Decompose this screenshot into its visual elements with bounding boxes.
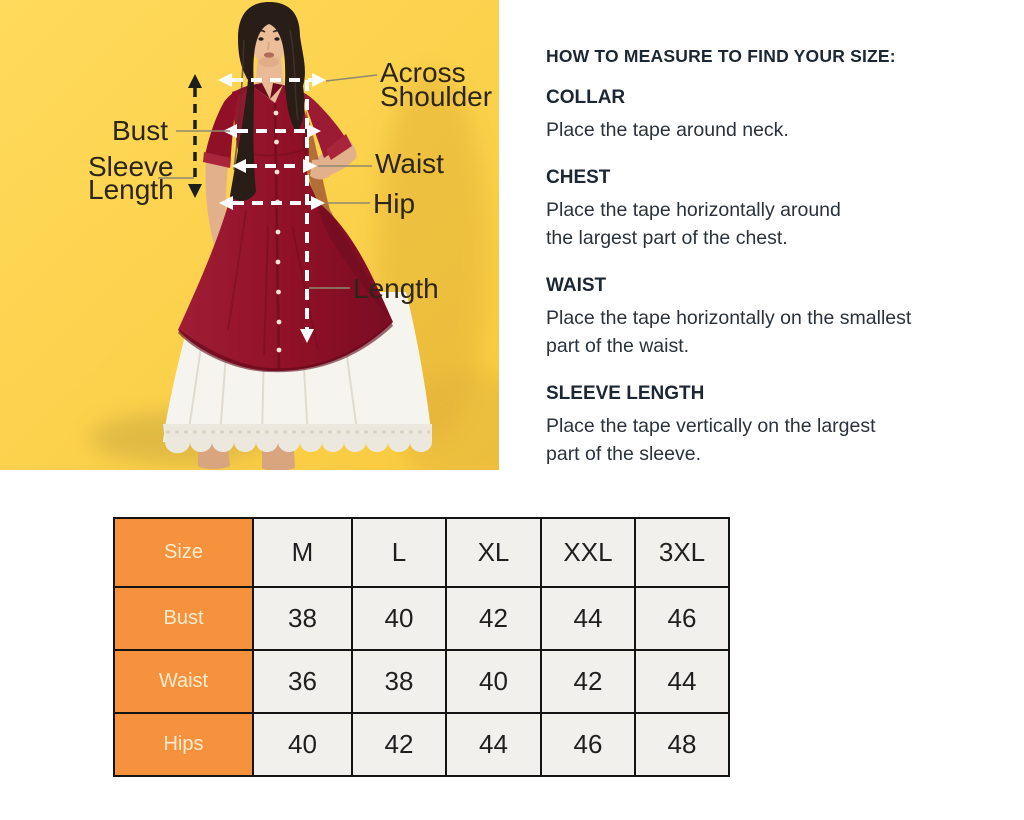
- chest-text-line1: Place the tape horizontally around: [546, 199, 841, 221]
- instruction-section-chest: [546, 168, 966, 252]
- hips-value-3xl: 48: [635, 713, 729, 776]
- bust-value-3xl: 46: [635, 587, 729, 650]
- waist-heading: WAIST: [546, 275, 607, 296]
- measurement-diagram-panel: [0, 0, 499, 470]
- size-xxl-cell: XXL: [541, 518, 635, 587]
- waist-label: Waist: [375, 148, 444, 179]
- bust-value-l: 40: [352, 587, 446, 650]
- instruction-section-sleeve-length: [546, 384, 966, 468]
- size-3xl-cell: 3XL: [635, 518, 729, 587]
- collar-text-line1: Place the tape around neck.: [546, 119, 789, 141]
- size-l-cell: L: [352, 518, 446, 587]
- size-header-cell: Size: [114, 518, 253, 587]
- sleeve-length-heading: SLEEVE LENGTH: [546, 383, 705, 404]
- bust-value-xxl: 44: [541, 587, 635, 650]
- how-to-measure-instructions: [546, 46, 966, 492]
- waist-value-m: 36: [253, 650, 352, 713]
- bust-value-xl: 42: [446, 587, 541, 650]
- waist-row: [114, 650, 729, 713]
- hips-row: [114, 713, 729, 776]
- hips-value-m: 40: [253, 713, 352, 776]
- waist-value-xxl: 42: [541, 650, 635, 713]
- size-m-cell: M: [253, 518, 352, 587]
- instruction-section-collar: [546, 88, 966, 144]
- sleeve-length-text-line2: part of the sleeve.: [546, 443, 702, 465]
- waist-value-xl: 40: [446, 650, 541, 713]
- size-chart-table: [113, 517, 730, 777]
- sleeve-length-label-line2: Length: [88, 174, 174, 205]
- measurement-diagram: [0, 0, 499, 470]
- instructions-title: HOW TO MEASURE TO FIND YOUR SIZE:: [546, 46, 896, 66]
- waist-text-line2: part of the waist.: [546, 335, 690, 357]
- hips-value-xl: 44: [446, 713, 541, 776]
- chest-heading: CHEST: [546, 167, 611, 188]
- size-chart-header-row: [114, 518, 729, 587]
- sleeve-length-text-line1: Place the tape vertically on the largest: [546, 415, 876, 437]
- waist-value-l: 38: [352, 650, 446, 713]
- hips-row-label: Hips: [114, 713, 253, 776]
- across-shoulder-label-line2: Shoulder: [380, 81, 493, 112]
- hips-value-l: 42: [352, 713, 446, 776]
- collar-heading: COLLAR: [546, 87, 626, 108]
- waist-row-label: Waist: [114, 650, 253, 713]
- instruction-section-waist: [546, 276, 966, 360]
- waist-value-3xl: 44: [635, 650, 729, 713]
- bust-row-label: Bust: [114, 587, 253, 650]
- size-xl-cell: XL: [446, 518, 541, 587]
- chest-text-line2: the largest part of the chest.: [546, 227, 788, 249]
- hips-value-xxl: 46: [541, 713, 635, 776]
- bust-row: [114, 587, 729, 650]
- bust-label: Bust: [112, 115, 169, 146]
- hip-label: Hip: [373, 188, 416, 219]
- waist-text-line1: Place the tape horizontally on the smallest: [546, 307, 912, 329]
- across-shoulder-label-line1: Across: [380, 57, 466, 88]
- length-label: Length: [353, 273, 439, 304]
- sleeve-length-label-line1: Sleeve: [88, 151, 174, 182]
- size-chart: [113, 517, 730, 777]
- bust-value-m: 38: [253, 587, 352, 650]
